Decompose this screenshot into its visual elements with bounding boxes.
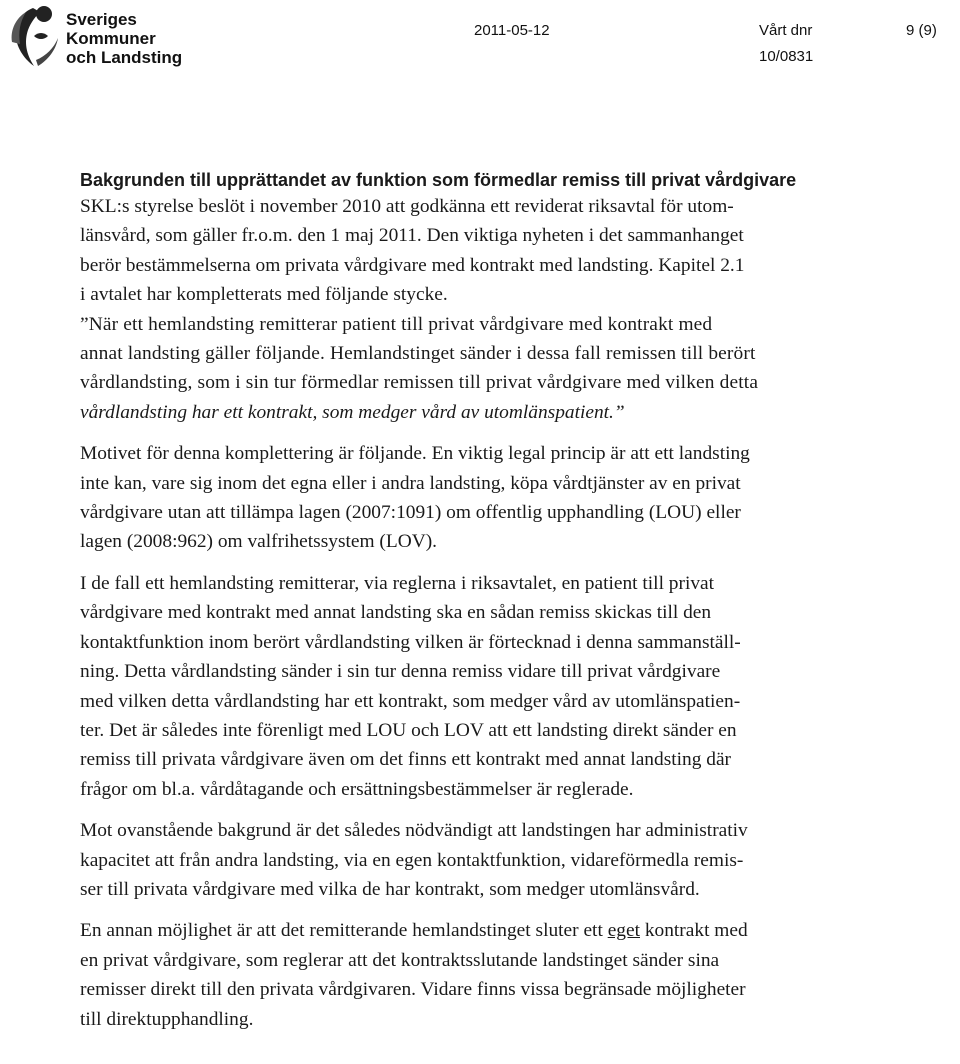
paragraph-line <box>80 916 940 945</box>
paragraph-line: vårdgivare med kontrakt med annat landsting ska en sådan remiss skickas till den <box>80 602 712 624</box>
paragraph-line: länsvård, som gäller fr.o.m. den 1 maj 2011. Den viktiga nyheten i det sammanhanget <box>80 225 744 247</box>
line-text: kontrakt med <box>639 920 748 942</box>
paragraph-line: kapacitet att från andra landsting, via en egen kontaktfunktion, vidareförmedla remis- <box>80 849 744 871</box>
document-date: 2011-05-12 <box>474 22 550 39</box>
section-heading: Bakgrunden till upprättandet av funktion som förmedlar remiss till privat vårdgivare <box>80 170 797 190</box>
paragraph-capacity <box>80 816 940 904</box>
paragraph-line: en privat vårdgivare, som reglerar att det kontraktsslutande landstinget sänder sina <box>80 949 720 971</box>
logo-line-1: Sveriges <box>66 10 137 29</box>
paragraph-line: Motivet för denna komplettering är följande. En viktig legal princip är att ett landsting <box>80 443 750 465</box>
paragraph-motive <box>80 439 940 557</box>
paragraph-referral <box>80 569 940 804</box>
paragraph-line: frågor om bl.a. vårdåtagande och ersättningsbestämmelser är reglerade. <box>80 778 634 800</box>
paragraph-line: vårdgivare utan att tillämpa lagen (2007:1091) om offentlig upphandling (LOU) eller <box>80 502 741 524</box>
paragraph-intro <box>80 192 940 310</box>
paragraph-line: remiss till privata vårdgivare även om det finns ett kontrakt med annat landsting där <box>80 749 732 771</box>
logo-wordmark <box>66 10 182 67</box>
paragraph-alternative <box>80 916 940 1034</box>
paragraph-line: ning. Detta vårdlandsting sänder i sin tur denna remiss vidare till privat vårdgivare <box>80 661 721 683</box>
paragraph-line: ser till privata vårdgivare med vilka de har kontrakt, som medger utomlänsvård. <box>80 878 700 900</box>
quote-line: vårdlandsting, som i sin tur förmedlar remissen till privat vårdgivare med vilken detta <box>80 372 759 394</box>
quote-line: annat landsting gäller följande. Hemlandstinget sänder i dessa fall remissen till berört <box>80 343 756 365</box>
paragraph-line: kontaktfunktion inom berört vårdlandsting vilken är förtecknad i denna sammanställ- <box>80 631 741 653</box>
paragraph-line: I de fall ett hemlandsting remitterar, via reglerna i riksavtalet, en patient till privat <box>80 572 715 594</box>
page-number: 9 (9) <box>906 22 937 39</box>
paragraph-line: SKL:s styrelse beslöt i november 2010 att godkänna ett reviderat riksavtal för utom- <box>80 196 734 217</box>
paragraph-line: till direktupphandling. <box>80 1008 254 1030</box>
paragraph-line: Mot ovanstående bakgrund är det således nödvändigt att landstingen har administrativ <box>80 820 748 842</box>
reference-label: Vårt dnr <box>759 22 813 39</box>
paragraph-line: inte kan, vare sig inom det egna eller i andra landsting, köpa vårdtjänster av en privat <box>80 472 741 494</box>
paragraph-line: lagen (2008:962) om valfrihetssystem (LOV). <box>80 531 438 553</box>
quoted-clause <box>80 310 940 428</box>
underlined-word: eget <box>607 920 640 942</box>
paragraph-line: i avtalet har kompletterats med följande stycke. <box>80 284 448 306</box>
paragraph-line: remisser direkt till den privata vårdgivaren. Vidare finns vissa begränsade möjligheter <box>80 979 746 1001</box>
paragraph-line: berör bestämmelserna om privata vårdgivare med kontrakt med landsting. Kapitel 2.1 <box>80 254 745 276</box>
quote-line: ”När ett hemlandsting remitterar patient till privat vårdgivare med kontrakt med <box>80 313 713 335</box>
paragraph-line: med vilken detta vårdlandsting har ett kontrakt, som medger vård av utomlänspatien- <box>80 690 741 712</box>
line-text: En annan möjlighet är att det remitterande hemlandstinget sluter ett <box>80 920 608 942</box>
quote-line-italic: vårdlandsting har ett kontrakt, som medger vård av utomlänspatient.” <box>80 401 625 423</box>
skl-logo <box>4 2 184 72</box>
skl-emblem-icon <box>4 2 62 70</box>
document-body <box>80 168 940 1034</box>
logo-line-3: och Landsting <box>66 48 183 67</box>
reference-number: 10/0831 <box>759 48 814 65</box>
paragraph-line: ter. Det är således inte förenligt med LOU och LOV att ett landsting direkt sänder en <box>80 719 737 741</box>
logo-line-2: Kommuner <box>66 29 156 48</box>
